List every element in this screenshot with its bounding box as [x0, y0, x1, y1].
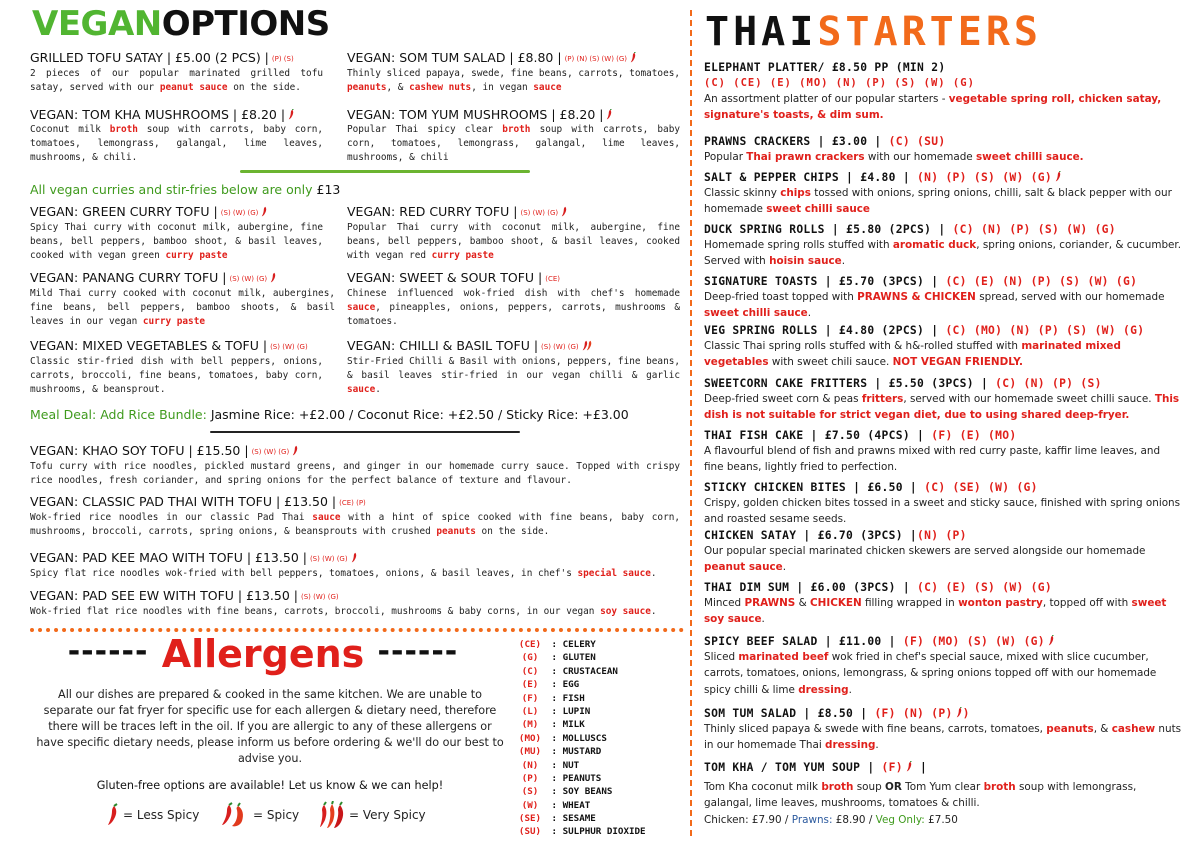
item-heading: VEGAN: CHILLI & BASIL TOFU | (S) (W) (G)	[347, 338, 680, 355]
item-description: Classic stir-fried dish with bell peppers, onions, carrots, broccoli, fine beans, tomatoes, baby corn, mushrooms, & beansprout.	[30, 356, 323, 395]
starter-sweetcorn-fritters	[704, 376, 1182, 424]
chili-icon	[1055, 171, 1062, 182]
starter-thai-dim-sum	[704, 580, 1182, 628]
starter-description: Tom Kha coconut milk broth soup OR Tom Yum clear broth soup with lemongrass, galangal, lime leaves, mushrooms, tomatoes & chilli.	[704, 781, 1137, 810]
item-title: GRILLED TOFU SATAY | £5.00 (2 PCS) |	[30, 50, 269, 65]
price-prawns: £8.90 /	[835, 813, 873, 826]
chili-icon	[270, 272, 277, 283]
item-heading	[347, 107, 680, 123]
item-heading: VEGAN: RED CURRY TOFU | (S) (W) (G)	[347, 204, 680, 221]
starter-heading: VEG SPRING ROLLS | £4.80 (2PCS) | (C) (MO) (N) (P) (S) (W) (G)	[704, 324, 1145, 337]
gluten-free-note: Gluten-free options are available! Let us know & we can help!	[96, 779, 444, 792]
allergens-title-text: Allergens	[161, 632, 365, 676]
item-title: VEGAN: TOM KHA MUSHROOMS | £8.20 |	[30, 107, 286, 122]
starter-signature-toasts	[704, 274, 1182, 322]
chili-icon	[956, 707, 963, 718]
menu-item-tofu-satay	[30, 50, 323, 95]
legend-less-spicy: = Less Spicy	[106, 801, 199, 829]
starter-veg-spring-rolls	[704, 323, 1182, 371]
starter-heading: SIGNATURE TOASTS | £5.70 (3PCS) | (C) (E) (N) (P) (S) (W) (G)	[704, 275, 1138, 288]
chili-icon	[261, 206, 268, 217]
item-description: Wok-fried rice noodles in our classic Pad Thai sauce with a hint of spice cooked with fine beans, baby corn, mushrooms, broccoli, carrots, spring onions, & beansprouts with crushed peanuts on the side.	[30, 512, 681, 537]
starter-tom-kha-tom-yum-soup	[704, 760, 1182, 828]
item-description: Stir-Fried Chilli & Basil with onions, peppers, fine beans, & basil leaves stir-fried in our vegan chilli & garlic sauce.	[347, 356, 681, 395]
item-heading: VEGAN: PAD SEE EW WITH TOFU | £13.50 | (S) (W) (G)	[30, 588, 339, 603]
allergen-codes: (S) (W) (G)	[541, 343, 579, 351]
item-heading: VEGAN: GREEN CURRY TOFU | (S) (W) (G)	[30, 204, 323, 221]
item-description: Mild Thai curry cooked with coconut milk, aubergines, fine beans, bell peppers, bamboo shoots, & basil leaves in our vegan curry paste	[30, 288, 335, 327]
item-title: VEGAN: TOM YUM MUSHROOMS | £8.20 |	[347, 107, 604, 122]
chili-icon	[561, 206, 568, 217]
allergen-codes: (S) (W) (G)	[270, 343, 308, 351]
item-description: Popular Thai curry with coconut milk, aubergine, fine beans, bell peppers, bamboo shoot, & basil leaves, cooked with vegan red curry paste	[347, 222, 680, 261]
item-heading	[30, 50, 323, 67]
allergen-milk: (M) : MILK	[521, 719, 585, 731]
allergen-nut: (N) : NUT	[521, 759, 580, 771]
meal-deal-line	[30, 407, 629, 422]
starter-description: Classic Thai spring rolls stuffed with & h&-rolled stuffed with marinated mixed vegetables with sweet chili sauce. NOT VEGAN FRIENDLY.	[704, 340, 1121, 369]
item-description: 2 pieces of our popular marinated grilled tofu satay, served with our peanut sauce on the side.	[30, 68, 323, 93]
menu-item-pad-see-ew-tofu	[30, 588, 680, 619]
menu-item-red-curry-tofu	[347, 204, 680, 263]
starter-som-tum-salad	[704, 706, 1182, 754]
allergen-peanuts: (P) : PEANUTS	[521, 772, 602, 784]
allergen-codes: (S) (W) (G)	[251, 448, 290, 456]
chili-icon	[351, 552, 358, 563]
vertical-dashed-divider	[690, 10, 692, 836]
price-veg: £7.50	[928, 813, 958, 826]
starter-description: Popular Thai prawn crackers with our homemade sweet chilli sauce.	[704, 151, 1084, 163]
meal-deal-label: Meal Deal: Add Rice Bundle:	[30, 407, 207, 422]
allergen-molluscs: (MO) : MOLLUSCS	[518, 732, 607, 744]
starter-salt-pepper-chips	[704, 170, 1182, 218]
allergen-codes: (CE) (P)	[339, 499, 366, 507]
starter-chicken-satay	[704, 528, 1182, 576]
starter-heading: STICKY CHICKEN BITES | £6.50 | (C) (SE) (W) (G)	[704, 481, 1038, 494]
allergen-codes: (C) (CE) (E) (MO) (N) (P) (S) (W) (G)	[704, 77, 975, 89]
menu-item-panang-curry-tofu	[30, 270, 335, 329]
allergen-codes: (P) (S)	[271, 55, 294, 63]
item-heading: VEGAN: KHAO SOY TOFU | £15.50 | (S) (W) (G)	[30, 443, 680, 460]
meal-deal-options: Jasmine Rice: +£2.00 / Coconut Rice: +£2.50 / Sticky Rice: +£3.00	[210, 407, 629, 422]
allergen-codes: (S) (W) (G)	[301, 593, 339, 601]
item-heading: VEGAN: PAD KEE MAO WITH TOFU | £13.50 | (S) (W) (G)	[30, 550, 680, 567]
chili-icon-triple	[318, 801, 346, 829]
chili-icon	[288, 109, 295, 120]
starter-description: Minced PRAWNS & CHICKEN filling wrapped in wonton pastry, topped off with sweet soy sauce.	[704, 597, 1167, 626]
menu-item-som-tum-salad	[347, 50, 680, 95]
allergen-fish: (F) : FISH	[521, 692, 585, 704]
allergen-codes: (S) (W) (G)	[520, 209, 559, 217]
item-heading	[30, 107, 323, 123]
menu-item-khao-soy-tofu	[30, 443, 680, 488]
menu-item-green-curry-tofu	[30, 204, 323, 263]
allergen-codes: (CE)	[545, 275, 561, 283]
item-description: Thinly sliced papaya, swede, fine beans, carrots, tomatoes, peanuts, & cashew nuts, in vegan sauce	[347, 68, 681, 93]
starter-elephant-platter	[704, 60, 1182, 124]
price-chicken: Chicken: £7.90 /	[704, 813, 789, 826]
dark-brush-divider	[210, 431, 520, 433]
chili-icon-single	[106, 803, 120, 827]
starter-description: Deep-fried sweet corn & peas fritters, served with our homemade sweet chilli sauce. This dish is not suitable for strict vegan diet, due to using shared deep-fryer.	[704, 393, 1180, 422]
allergen-notice: All our dishes are prepared & cooked in the same kitchen. We are unable to separate our fat fryer for specific use for each allergen & dietary need, therefore there will be traces left in the oil. If you are allergic to any of these allergens or have specific dietary needs, please inform us before ordering & we'll do our best to advise you.	[36, 688, 504, 765]
chili-icon	[906, 761, 913, 772]
starter-prawn-crackers	[704, 134, 1182, 165]
menu-item-pad-kee-mao-tofu	[30, 550, 680, 581]
soup-price-options	[704, 812, 1182, 828]
item-heading	[347, 50, 680, 67]
starter-description: An assortment platter of our popular starters - vegetable spring roll, chicken satay, signature's toasts, & dim sum.	[704, 93, 1162, 122]
allergen-codes: (S) (W) (G)	[220, 209, 259, 217]
allergen-soy-beans: (S) : SOY BEANS	[521, 786, 613, 798]
item-description: Tofu curry with rice noodles, pickled mustard greens, and ginger in our homemade curry sauce. Topped with crispy rice noodles, fresh coriander, and spring onions for the perfect balance of texture and flavour.	[30, 461, 680, 486]
item-description: Popular Thai spicy clear broth soup with carrots, baby corn, tomatoes, lemongrass, galangal, lime leaves, mushrooms, & chili	[347, 124, 680, 163]
starter-heading: THAI FISH CAKE | £7.50 (4PCS) | (F) (E) (MO)	[704, 429, 1017, 442]
menu-item-tom-kha-mushrooms	[30, 107, 323, 165]
allergen-gluten: (G) : GLUTEN	[521, 652, 596, 664]
starter-heading: TOM KHA / TOM YUM SOUP | (F) |	[704, 761, 928, 774]
chili-icon	[582, 340, 593, 351]
allergen-sesame: (SE) : SESAME	[518, 813, 596, 825]
starter-heading: ELEPHANT PLATTER/ £8.50 PP (MIN 2)	[704, 61, 946, 74]
allergen-mustard: (MU) : MUSTARD	[518, 746, 602, 758]
starter-heading: CHICKEN SATAY | £6.70 (3PCS) |(N) (P)	[704, 529, 967, 542]
item-heading: VEGAN: SWEET & SOUR TOFU | (CE)	[347, 270, 561, 285]
price-prawns-label: Prawns:	[791, 813, 833, 826]
allergen-key-list	[514, 638, 664, 839]
allergen-egg: (E) : EGG	[521, 679, 580, 691]
starter-description: Deep-fried toast topped with PRAWNS & CHICKEN spread, served with our homemade sweet chilli sauce.	[704, 291, 1165, 320]
menu-item-mixed-vegetables-tofu	[30, 338, 323, 397]
vegan-title-part1: VEGAN	[32, 4, 162, 44]
starter-heading: SOM TUM SALAD | £8.50 | (F) (N) (P) )	[704, 707, 970, 720]
vegan-title-part2: OPTIONS	[161, 4, 330, 44]
legend-spicy: = Spicy	[220, 801, 299, 829]
allergen-celery: (CE) : CELERY	[518, 639, 596, 650]
allergen-codes: (S) (W) (G)	[309, 555, 348, 563]
starter-heading: THAI DIM SUM | £6.00 (3PCS) | (C) (E) (S) (W) (G)	[704, 581, 1052, 594]
starter-description: Classic skinny chips tossed with onions, spring onions, chilli, salt & black pepper with our homemade sweet chilli sauce	[704, 187, 1172, 216]
starter-description: Crispy, golden chicken bites tossed in a sweet and sticky sauce, finished with spring onions and roasted sesame seeds.	[704, 497, 1181, 526]
item-heading: VEGAN: CLASSIC PAD THAI WITH TOFU | £13.50 | (CE) (P)	[30, 494, 366, 509]
starter-description: Our popular special marinated chicken skewers are served alongside our homemade peanut sauce.	[704, 545, 1146, 574]
menu-item-pad-thai-tofu	[30, 494, 680, 539]
item-description: Coconut milk broth soup with carrots, baby corn, tomatoes, lemongrass, galangal, lime leaves, mushrooms, & chili.	[30, 124, 324, 163]
starter-heading: SALT & PEPPER CHIPS | £4.80 | (N) (P) (S) (W) (G)	[704, 170, 1182, 185]
starter-thai-fish-cake	[704, 428, 1182, 476]
menu-item-sweet-sour-tofu	[347, 270, 680, 329]
starter-description: Sliced marinated beef wok fried in chef's special sauce, mixed with slice cucumber, carrots, tomatoes, onions, lemongrass, & spring onions topped off with our homemade spicy chilli & lime dressing.	[704, 651, 1157, 696]
starter-sticky-chicken-bites	[704, 480, 1182, 528]
chili-icon	[292, 445, 299, 456]
allergen-sulphur-dioxide: (SU) : SULPHUR DIOXIDE	[518, 826, 646, 838]
item-heading: VEGAN: PANANG CURRY TOFU | (S) (W) (G)	[30, 270, 335, 287]
starter-description: A flavourful blend of fish and prawns mixed with red curry paste, kaffir lime leaves, and fine beans, lightly fried to perfection.	[704, 445, 1161, 474]
price-veg-label: Veg Only:	[875, 813, 925, 826]
legend-very-spicy: = Very Spicy	[318, 801, 426, 829]
item-description: Chinese influenced wok-fried dish with chef's homemade sauce, pineapples, onions, peppers, carrots, mushrooms & tomatoes.	[347, 288, 680, 327]
curries-price-note: All vegan curries and stir-fries below are only £13	[30, 182, 341, 197]
menu-item-chilli-basil-tofu	[347, 338, 680, 397]
allergens-heading: ------ Allergens ------	[67, 632, 459, 676]
item-description: Spicy Thai curry with coconut milk, aubergine, fine beans, bell peppers, bamboo shoot, & basil leaves, cooked with vegan green curry paste	[30, 222, 323, 261]
chili-icon	[1048, 635, 1055, 646]
item-description: Spicy flat rice noodles wok-fried with bell peppers, tomatoes, onions, & basil leaves, in chef's special sauce.	[30, 568, 657, 579]
starter-heading: SWEETCORN CAKE FRITTERS | £5.50 (3PCS) | (C) (N) (P) (S)	[704, 377, 1102, 390]
thai-starters-title: THAISTARTERS	[705, 9, 1042, 55]
vegan-options-title	[32, 4, 330, 44]
allergen-codes: (P) (N) (S) (W) (G)	[564, 55, 628, 63]
starter-heading: DUCK SPRING ROLLS | £5.80 (2PCS) | (C) (N) (P) (S) (W) (G)	[704, 223, 1116, 236]
item-description: Wok-fried flat rice noodles with fine beans, carrots, broccoli, mushrooms & baby corns, in our vegan soy sauce.	[30, 606, 657, 617]
item-title: VEGAN: SOM TUM SALAD | £8.80 |	[347, 50, 562, 65]
starter-spicy-beef-salad	[704, 634, 1182, 698]
green-brush-divider	[240, 170, 530, 173]
starter-description: Thinly sliced papaya & swede with fine beans, carrots, tomatoes, peanuts, & cashew nuts in our homemade Thai dressing.	[704, 723, 1182, 752]
starter-heading: PRAWNS CRACKERS | £3.00 | (C) (SU)	[704, 135, 946, 148]
menu-item-tom-yum-mushrooms	[347, 107, 680, 165]
allergen-wheat: (W) : WHEAT	[521, 799, 591, 811]
starter-heading: SPICY BEEF SALAD | £11.00 | (F) (MO) (S) (W) (G)	[704, 634, 1182, 649]
item-heading: VEGAN: MIXED VEGETABLES & TOFU | (S) (W) (G)	[30, 338, 308, 353]
allergen-lupin: (L) : LUPIN	[521, 705, 591, 717]
allergen-codes: (S) (W) (G)	[229, 275, 268, 283]
spice-legend	[106, 801, 436, 829]
chili-icon	[606, 109, 613, 120]
chili-icon	[630, 52, 637, 63]
chili-icon-double	[220, 802, 250, 828]
allergen-crustacean: (C) : CRUSTACEAN	[521, 665, 618, 677]
starter-description: Homemade spring rolls stuffed with aromatic duck, spring onions, coriander, & cucumber. Served with hoisin sauce.	[704, 239, 1182, 268]
starter-duck-spring-rolls	[704, 222, 1182, 270]
